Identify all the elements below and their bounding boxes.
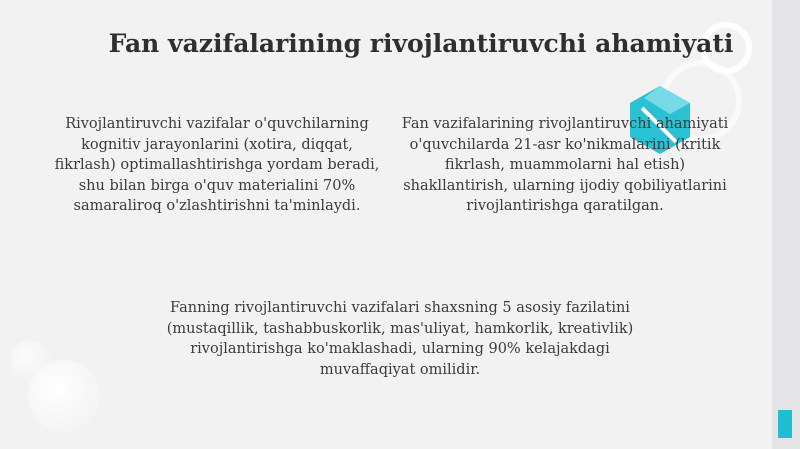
paragraph-right: Fan vazifalarining rivojlantiruvchi ahamiyati o'quvchilarda 21-asr ko'nikmalarini (kritik fikrlash, muammolarni hal etish) shakllantirish, ularning ijodiy qobiliyatlarini rivojlantirishga qaratilgan. (401, 116, 729, 214)
decorative-bubble (28, 360, 100, 432)
slide-title: Fan vazifalarining rivojlantiruvchi ahamiyati (108, 29, 734, 58)
accent-tab (778, 410, 792, 438)
paragraph-bottom: Fanning rivojlantiruvchi vazifalari shaxsning 5 asosiy fazilatini (mustaqillik, tashabbuskorlik, mas'uliyat, hamkorlik, kreativlik) rivojlantirishga ko'maklashadi, ularning 90% kelajakdagi muvaffaqiyat omilidir. (166, 300, 634, 378)
side-strip (772, 0, 800, 449)
paragraph-left: Rivojlantiruvchi vazifalar o'quvchilarning kognitiv jarayonlarini (xotira, diqqat, fikrlash) optimallashtirishga yordam beradi, shu bilan birga o'quv materialini 70% samaraliroq o'zlashtirishni ta'minlaydi. (54, 116, 380, 214)
